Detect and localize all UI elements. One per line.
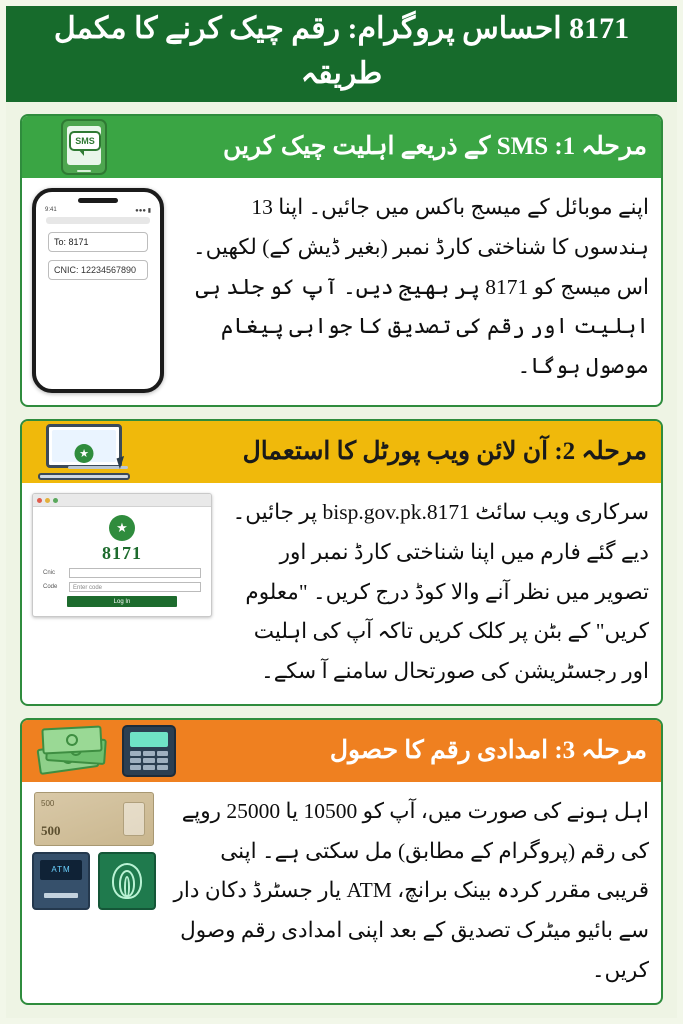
bisp-logo-icon: ★	[75, 444, 94, 463]
sms-phone-icon	[36, 121, 132, 173]
step-card-1	[20, 114, 663, 407]
sms-cnic-field[interactable]: CNIC: 12234567890	[48, 260, 148, 280]
pos-machine-icon	[122, 725, 176, 777]
fingerprint-icon	[98, 852, 156, 910]
banknote-image	[34, 792, 154, 846]
step-card-3	[20, 718, 663, 1005]
sms-badge-label: SMS	[69, 131, 101, 151]
sms-to-field[interactable]: To: 8171	[48, 232, 148, 252]
payout-visuals	[32, 792, 156, 910]
phone-status-icons: ●●● ▮	[135, 208, 151, 214]
portal-logo-icon: ★	[109, 515, 135, 541]
phone-notch	[78, 198, 118, 203]
phone-status-time: 9:41	[45, 207, 57, 213]
laptop-icon	[36, 426, 132, 478]
cnic-form-row	[43, 568, 201, 578]
window-close-icon[interactable]	[37, 498, 42, 503]
portal-submit-button[interactable]: Log In	[67, 596, 178, 607]
phone-app-bar	[46, 217, 150, 224]
code-form-row	[43, 582, 201, 592]
cnic-field-label: Cnic	[43, 570, 56, 576]
phone-mockup	[32, 188, 164, 393]
step-1-paragraph: اپنے موبائل کے میسج باکس میں جائیں۔ اپنا 13 ہندسوں کا شناختی کارڈ نمبر (بغیر ڈیش کے) لکھیں۔ اس میسج کو 8171 پر بھیج دیں۔ آپ کو جلد ہی اہلیت اور رقم کی تصدیق کا جوابی پیغام موصول ہوگا۔	[193, 195, 649, 379]
portal-number: 8171	[102, 543, 142, 563]
window-maximize-icon[interactable]	[53, 498, 58, 503]
window-minimize-icon[interactable]	[45, 498, 50, 503]
step-1-band	[22, 116, 661, 178]
step-2-title: مرحلہ 2: آن لائن ویب پورٹل کا استعمال	[242, 437, 647, 465]
page-title: 8171 احساس پروگرام: رقم چیک کرنے کا مکمل طریقہ	[53, 12, 630, 90]
browser-mockup	[32, 493, 212, 617]
step-2-paragraph: سرکاری ویب سائٹ 8171.bisp.gov.pk پر جائیں۔ دیے گئے فارم میں اپنا شناختی کارڈ نمبر اور تصویر میں نظر آنے والا کوڈ درج کریں۔ "معلوم کریں" کے بٹن پر کلک کریں تاکہ آپ کی اہلیت اور رجسٹریشن کی صورتحال سامنے آ سکے۔	[232, 500, 649, 684]
step-3-paragraph: اہل ہونے کی صورت میں، آپ کو 10500 یا 25000 روپے کی رقم (پروگرام کے مطابق) مل سکتی ہے۔ اپنی قریبی مقرر کردہ بینک برانچ، ATM یار جسٹرڈ دکان دار سے بائیو میٹرک تصدیق کے بعد اپنی امدادی رقم وصول کریں۔	[173, 798, 649, 982]
atm-screen-label: ATM	[40, 860, 82, 880]
banknote-number: 500	[41, 822, 61, 838]
step-3-title: مرحلہ 3: امدادی رقم کا حصول	[329, 736, 647, 764]
code-input[interactable]: Enter code	[69, 582, 201, 592]
browser-titlebar	[33, 494, 211, 507]
step-3-band	[22, 720, 661, 782]
step-3-content	[22, 782, 661, 1003]
money-pos-icon	[36, 725, 216, 777]
cnic-input[interactable]	[69, 568, 201, 578]
step-card-2	[20, 419, 663, 706]
banknote-caption: 500	[41, 798, 55, 808]
cash-stack-icon	[36, 725, 114, 777]
step-2-content	[22, 483, 661, 704]
steps-container	[6, 102, 677, 1015]
page-header	[6, 6, 677, 102]
phone-status-bar	[40, 207, 156, 217]
step-2-band	[22, 421, 661, 483]
atm-machine-icon	[32, 852, 90, 910]
code-field-label: Code	[43, 584, 58, 590]
step-1-content	[22, 178, 661, 405]
step-1-title: مرحلہ 1: SMS کے ذریعے اہلیت چیک کریں	[222, 132, 647, 160]
